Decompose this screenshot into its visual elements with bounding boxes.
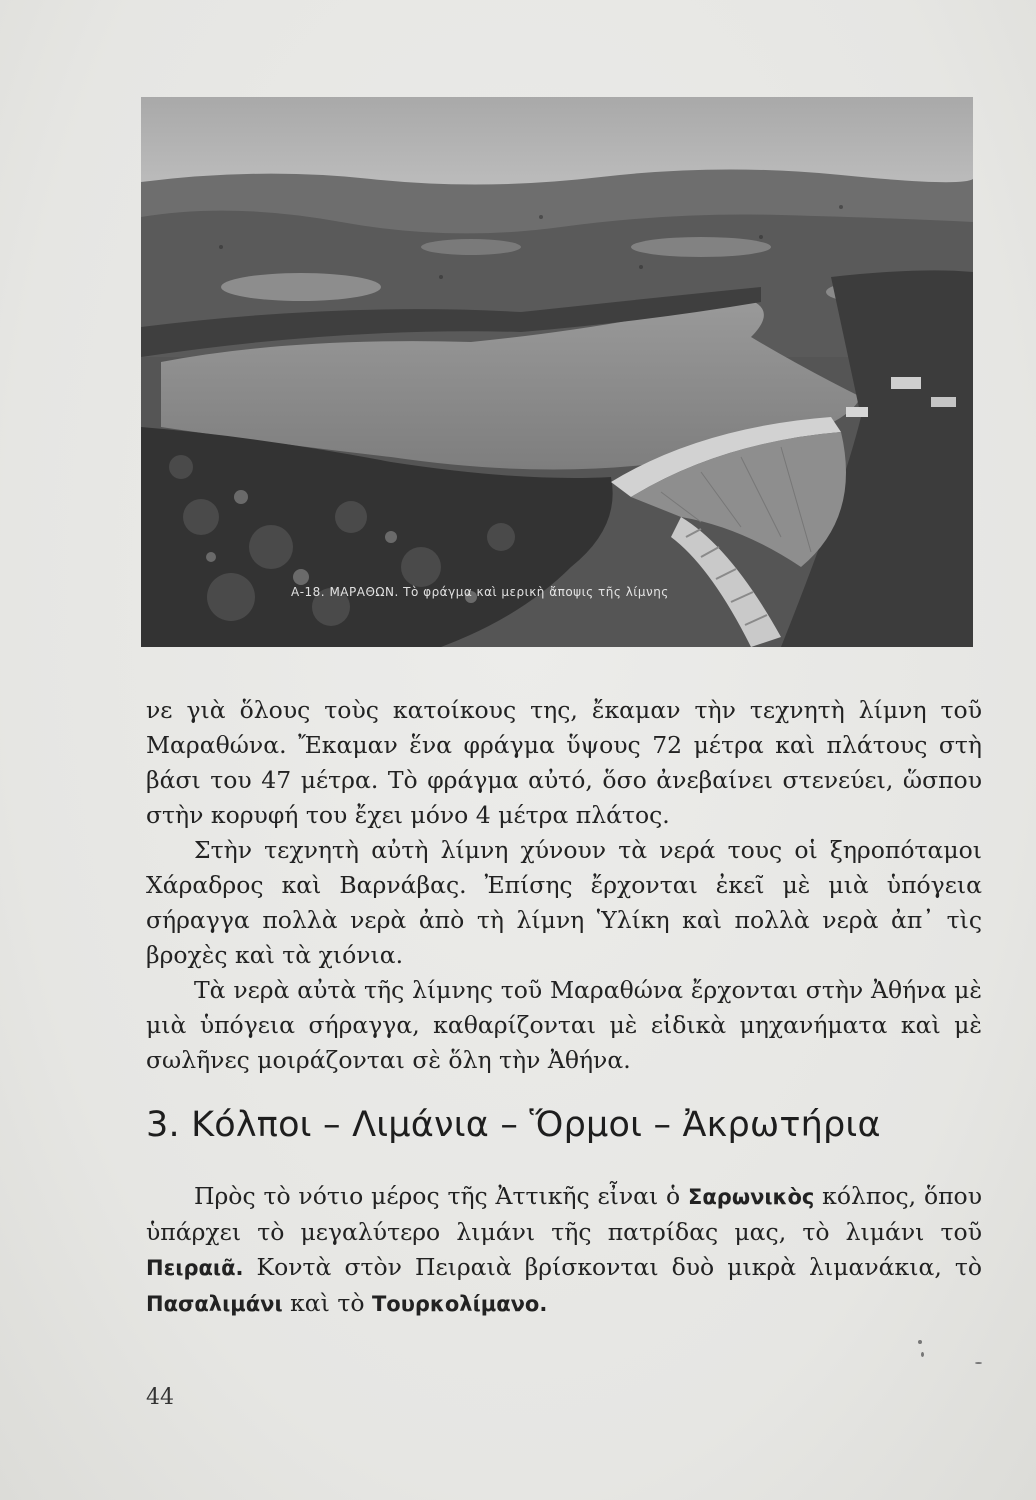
text-run: καὶ τὸ — [282, 1289, 372, 1317]
text-run: Πρὸς τὸ νότιο μέρος τῆς Ἀττικῆς εἶναι ὁ — [194, 1182, 689, 1210]
photo-caption: Α-18. ΜΑΡΑΘΩΝ. Τὸ φράγμα καὶ μερικὴ ἄποψις τῆς λίμνης — [291, 585, 669, 599]
text-run: κόλπος, ὅπου ὑπάρχει τὸ μεγαλύτερο λιμάνι τῆς πατρίδας μας, τὸ λιμάνι τοῦ — [146, 1182, 982, 1246]
print-speck — [918, 1340, 922, 1344]
marathon-lake-photo — [141, 97, 973, 647]
intro-text — [146, 693, 982, 1078]
bold-term-piraeus: Πειραιᾶ. — [146, 1256, 244, 1280]
paragraph-rivers: Στὴν τεχνητὴ αὐτὴ λίμνη χύνουν τὰ νερά τους οἱ ξηροπόταμοι Χάραδρος καὶ Βαρνάβας. Ἐπίσης ἔρχονται ἐκεῖ μὲ μιὰ ὑπόγεια σήραγγα πολλὰ νερὰ ἀπὸ τὴ λίμνη Ὑλίκη καὶ πολλὰ νερὰ ἀπ᾿ τὶς βροχὲς καὶ τὰ χιόνια. — [146, 836, 982, 969]
paragraph-gulfs — [146, 1179, 982, 1322]
bold-term-pasalimani: Πασαλιμάνι — [146, 1292, 283, 1316]
page-number: 44 — [146, 1385, 174, 1410]
section-text — [146, 1179, 982, 1322]
text-run: Κοντὰ στὸν Πειραιὰ βρίσκονται δυὸ μικρὰ λιμανάκια, τὸ — [243, 1253, 982, 1281]
section-heading: 3. Κόλποι – Λιμάνια – Ὅρμοι – Ἀκρωτήρια — [146, 1105, 881, 1145]
bold-term-saronikos: Σαρωνικὸς — [688, 1185, 815, 1209]
paragraph-dam: νε γιὰ ὅλους τοὺς κατοίκους της, ἔκαμαν τὴν τεχνητὴ λίμνη τοῦ Μαραθώνα. Ἔκαμαν ἕνα φράγμα ὕψους 72 μέτρα καὶ πλάτους στὴ βάσι του 47 μέτρα. Τὸ φράγμα αὐτό, ὅσο ἀνεβαίνει στενεύει, ὥσπου στὴν κορυφή του ἔχει μόνο 4 μέτρα πλάτος. — [146, 696, 982, 829]
print-speck — [921, 1352, 924, 1357]
bold-term-tourkolimano: Τουρκολίμανο. — [371, 1292, 548, 1316]
print-speck — [975, 1362, 982, 1364]
lake-dam-photo-icon — [141, 97, 973, 647]
paragraph-water-supply: Τὰ νερὰ αὐτὰ τῆς λίμνης τοῦ Μαραθώνα ἔρχονται στὴν Ἀθήνα μὲ μιὰ ὑπόγεια σήραγγα, καθαρίζονται μὲ εἰδικὰ μηχανήματα καὶ μὲ σωλῆνες μοιράζονται σὲ ὅλη τὴν Ἀθήνα. — [146, 976, 982, 1074]
